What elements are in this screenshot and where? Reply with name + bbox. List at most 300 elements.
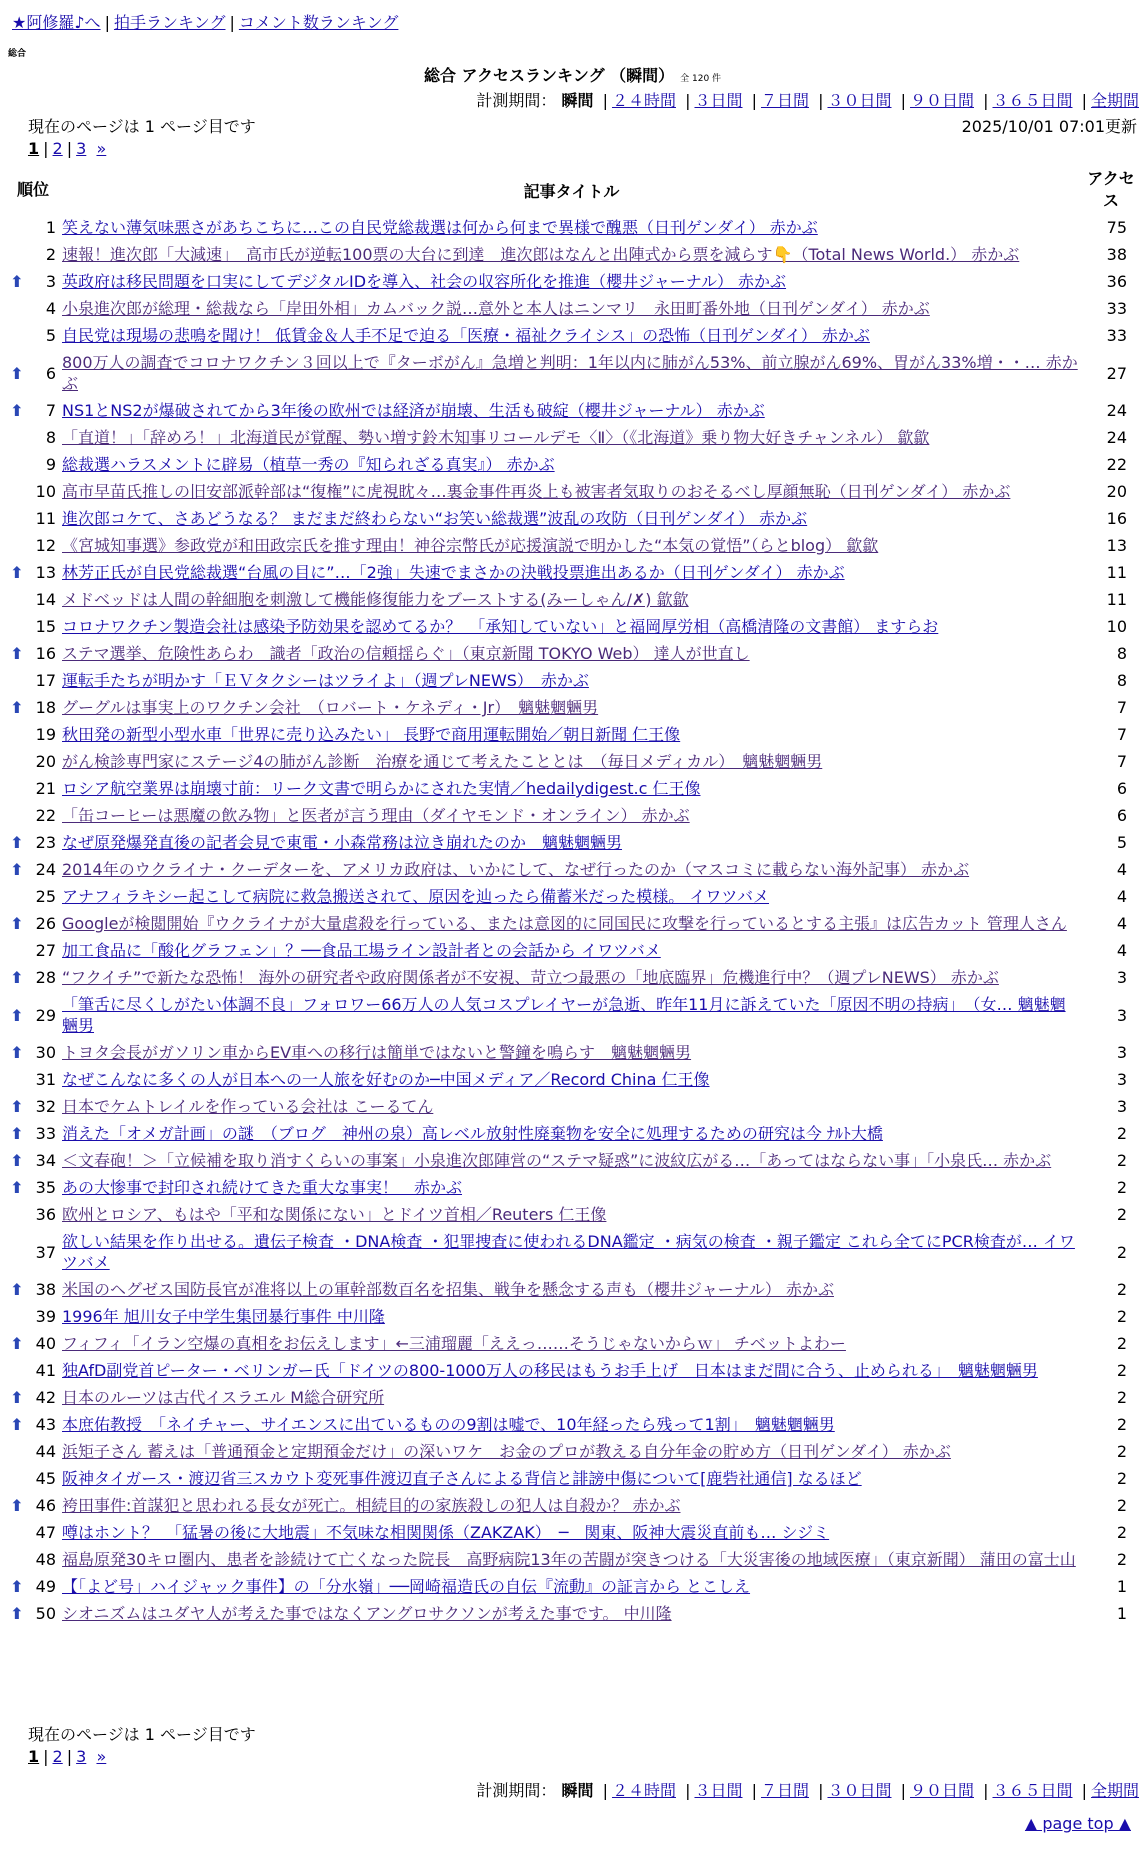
access-count: 2	[1116, 1550, 1127, 1569]
table-row	[6, 883, 1139, 910]
period-30d-link[interactable]: ３０日間	[827, 1781, 892, 1800]
access-count: 8	[1116, 671, 1127, 690]
article-title-link[interactable]: 笑えない薄気味悪さがあちこちに…この自民党総裁選は何から何まで異様で醜悪（日刊ゲンダイ） 赤かぶ	[62, 218, 818, 237]
article-title-link[interactable]: 米国のヘグゼス国防長官が准将以上の軍幹部数百名を招集、戦争を懸念する声も（櫻井ジャーナル） 赤かぶ	[62, 1280, 834, 1299]
access-count: 24	[1106, 401, 1127, 420]
title-cell	[60, 856, 1083, 883]
period-365d-link[interactable]: ３６５日間	[992, 91, 1073, 110]
table-row	[6, 322, 1139, 349]
article-title-link[interactable]: メドベッドは人間の幹細胞を刺激して機能修復能力をブーストする(みーしゃん/✗) 歙歙	[62, 590, 689, 609]
table-row	[6, 1546, 1139, 1573]
rank-number: 25	[35, 887, 56, 906]
pager-page-2[interactable]: 2	[52, 139, 63, 158]
table-row	[6, 1573, 1139, 1600]
article-title-link[interactable]: ＜文春砲！＞「立候補を取り消すくらいの事案」小泉進次郎陣営の“ステマ疑惑”に波紋広がる…「あってはならない事」「小泉氏… 赤かぶ	[62, 1151, 1052, 1170]
article-title-link[interactable]: 800万人の調査でコロナワクチン３回以上で『ターボがん』急増と判明：1年以内に肺がん53%、前立腺がん69%、胃がん33%増・・… 赤かぶ	[62, 353, 1078, 393]
access-count: 22	[1106, 455, 1127, 474]
period-3d-link[interactable]: ３日間	[694, 1781, 743, 1800]
table-row	[6, 1519, 1139, 1546]
article-title-link[interactable]: 「缶コーヒーは悪魔の飲み物」と医者が言う理由（ダイヤモンド・オンライン） 赤かぶ	[62, 806, 690, 825]
rank-number: 46	[35, 1496, 56, 1515]
top-navigation	[12, 10, 398, 33]
updated-timestamp: 2025/10/01 07:01更新	[961, 117, 1137, 136]
title-cell	[60, 1039, 1083, 1066]
rank-up-arrow-icon: ⬆	[10, 1280, 24, 1299]
pager-page-3[interactable]: 3	[76, 1747, 87, 1766]
rank-up-arrow-icon: ⬆	[10, 833, 24, 852]
rank-up-arrow-icon: ⬆	[10, 1005, 24, 1025]
access-count: 3	[1116, 1097, 1127, 1116]
title-cell	[60, 1093, 1083, 1120]
rank-number: 33	[35, 1124, 56, 1143]
table-row	[6, 1303, 1139, 1330]
period-30d-link[interactable]: ３０日間	[827, 91, 892, 110]
access-count: 6	[1116, 779, 1127, 798]
rank-up-arrow-icon: ⬆	[10, 1151, 24, 1170]
article-title-link[interactable]: あの大惨事で封印され続けてきた重大な事実！ 赤かぶ	[62, 1178, 463, 1197]
article-title-link[interactable]: 小泉進次郎が総理・総裁なら「岸田外相」カムバック説…意外と本人はニンマリ 永田町番外地（日刊ゲンダイ） 赤かぶ	[62, 299, 930, 318]
access-count: 2	[1116, 1178, 1127, 1197]
rank-number: 23	[35, 833, 56, 852]
title-cell	[60, 505, 1083, 532]
rank-up-arrow-icon: ⬆	[10, 1496, 24, 1515]
title-cell	[60, 775, 1083, 802]
article-title-link[interactable]: アナフィラキシー起こして病院に救急搬送されて、原因を辿ったら備蓄米だった模様。 イワツバメ	[62, 887, 770, 906]
rank-arrow-empty	[6, 451, 28, 478]
access-count: 75	[1106, 218, 1127, 237]
table-row	[6, 1357, 1139, 1384]
access-count: 33	[1106, 299, 1127, 318]
rank-number: 20	[35, 752, 56, 771]
rank-arrow-empty	[6, 478, 28, 505]
article-title-link[interactable]: 高市早苗氏推しの旧安部派幹部は“復権”に虎視眈々…裏金事件再炎上も被害者気取りのおそるべし厚顔無恥（日刊ゲンダイ） 赤かぶ	[62, 482, 1011, 501]
title-cell	[60, 424, 1083, 451]
title-cell	[60, 721, 1083, 748]
table-row	[6, 802, 1139, 829]
article-title-link[interactable]: 日本でケムトレイルを作っている会社は こーるてん	[62, 1097, 434, 1116]
page-info-bottom: 現在のページは 1 ページ目です	[28, 1725, 256, 1744]
table-row	[6, 586, 1139, 613]
page-title: 総合 アクセスランキング （瞬間）	[423, 66, 675, 85]
rank-number: 11	[35, 509, 56, 528]
article-title-link[interactable]: 浜矩子さん 蓄えは「普通預金と定期預金だけ」の深いワケ お金のプロが教える自分年金の貯め方（日刊ゲンダイ） 赤かぶ	[62, 1442, 951, 1461]
access-count: 13	[1106, 536, 1127, 555]
article-title-link[interactable]: 「筆舌に尽くしがたい体調不良」フォロワー66万人の人気コスプレイヤーが急逝、昨年11月に訴えていた「原因不明の持病」 （女… 魑魅魍魎男	[62, 995, 1066, 1035]
title-cell	[60, 1384, 1083, 1411]
article-title-link[interactable]: 自民党は現場の悲鳴を聞け！ 低賃金＆人手不足で迫る「医療・福祉クライシス」の恐怖（日刊ゲンダイ） 赤かぶ	[62, 326, 870, 345]
rank-arrow-empty	[6, 214, 28, 241]
access-count: 10	[1106, 617, 1127, 636]
table-row	[6, 1228, 1139, 1276]
title-cell	[60, 964, 1083, 991]
rank-number: 1	[45, 218, 56, 237]
pager-next[interactable]: »	[96, 139, 107, 158]
rank-up-arrow-icon: ⬆	[10, 698, 24, 717]
title-cell	[60, 640, 1083, 667]
article-title-link[interactable]: 運転手たちが明かす「ＥＶタクシーはツライよ」（週プレNEWS） 赤かぶ	[62, 671, 589, 690]
title-cell	[60, 829, 1083, 856]
title-cell	[60, 1276, 1083, 1303]
home-link[interactable]: ★阿修羅♪へ	[12, 13, 101, 32]
rank-arrow-empty	[6, 1519, 28, 1546]
access-count: 24	[1106, 428, 1127, 447]
table-row	[6, 1438, 1139, 1465]
title-cell	[60, 991, 1083, 1039]
rank-up-arrow-icon: ⬆	[10, 1415, 24, 1434]
rank-number: 2	[45, 245, 56, 264]
access-count: 1	[1116, 1604, 1127, 1623]
article-title-link[interactable]: 日本のルーツは古代イスラエル M総合研究所	[62, 1388, 385, 1407]
rank-number: 17	[35, 671, 56, 690]
period-365d-link[interactable]: ３６５日間	[992, 1781, 1073, 1800]
article-title-link[interactable]: 福島原発30キロ圏内、患者を診続けて亡くなった院長 高野病院13年の苦闘が突きつける「大災害後の地域医療」（東京新聞） 蒲田の富士山	[62, 1550, 1076, 1569]
table-row	[6, 667, 1139, 694]
page-top-link-wrap	[1025, 1814, 1131, 1833]
title-cell	[60, 937, 1083, 964]
article-title-link[interactable]: 速報！進次郎「大減速」 高市氏が逆転100票の大台に到達 進次郎はなんと出陣式から票を減らす👇（Total News World.） 赤かぶ	[62, 245, 1020, 264]
table-row	[6, 505, 1139, 532]
table-row	[6, 1093, 1139, 1120]
period-all-link[interactable]: 全期間	[1090, 1781, 1139, 1800]
rank-arrow-empty	[6, 1465, 28, 1492]
rank-up-arrow-icon: ⬆	[10, 968, 24, 987]
table-row	[6, 241, 1139, 268]
table-row	[6, 559, 1139, 586]
access-count: 1	[1116, 1577, 1127, 1596]
rank-arrow-empty	[6, 1066, 28, 1093]
article-title-link[interactable]: コロナワクチン製造会社は感染予防効果を認めてるか？ 「承知していない」と福岡厚労相（高橋清隆の文書館） ますらお	[62, 617, 939, 636]
rank-number: 16	[35, 644, 56, 663]
rank-number: 42	[35, 1388, 56, 1407]
title-cell	[60, 349, 1083, 397]
access-count: 7	[1116, 698, 1127, 717]
title-cell	[60, 1303, 1083, 1330]
title-cell	[60, 295, 1083, 322]
applause-ranking-link[interactable]: 拍手ランキング	[113, 13, 226, 32]
title-cell	[60, 1357, 1083, 1384]
article-title-link[interactable]: がん検診専門家にステージ4の肺がん診断 治療を通じて考えたこととは （毎日メディカル） 魑魅魍魎男	[62, 752, 823, 771]
article-title-link[interactable]: トヨタ会長がガソリン車からEV車への移行は簡単ではないと警鐘を鳴らす 魑魅魍魎男	[62, 1043, 692, 1062]
access-count: 2	[1116, 1442, 1127, 1461]
title-cell	[60, 586, 1083, 613]
article-title-link[interactable]: 阪神タイガース・渡辺省三スカウト変死事件渡辺直子さんによる背信と誹謗中傷について[鹿砦社通信] なるほど	[62, 1469, 862, 1488]
rank-up-arrow-icon: ⬆	[10, 1577, 24, 1596]
article-title-link[interactable]: 【「よど号」ハイジャック事件】の「分水嶺」──岡崎福造氏の自伝『流動』の証言から とこしえ	[62, 1577, 751, 1596]
access-count: 5	[1116, 833, 1127, 852]
title-cell	[60, 910, 1083, 937]
table-row	[6, 1120, 1139, 1147]
table-row	[6, 1147, 1139, 1174]
article-title-link[interactable]: グーグルは事実上のワクチン会社 （ロバート・ケネディ・Jr） 魑魅魍魎男	[62, 698, 599, 717]
article-title-link[interactable]: 総裁選ハラスメントに辟易（植草一秀の『知られざる真実』） 赤かぶ	[62, 455, 555, 474]
rank-number: 10	[35, 482, 56, 501]
title-cell	[60, 532, 1083, 559]
rank-up-arrow-icon: ⬆	[10, 914, 24, 933]
access-count: 16	[1106, 509, 1127, 528]
article-title-link[interactable]: 袴田事件:首謀犯と思われる長女が死亡。相続目的の家族殺しの犯人は自殺か？ 赤かぶ	[62, 1496, 681, 1515]
rank-number: 29	[35, 1005, 56, 1025]
article-title-link[interactable]: 《宮城知事選》参政党が和田政宗氏を推す理由！神谷宗幣氏が応援演説で明かした“本気の覚悟”（らとblog） 歙歙	[62, 536, 879, 555]
rank-number: 26	[35, 914, 56, 933]
table-row	[6, 1411, 1139, 1438]
table-row	[6, 910, 1139, 937]
rank-number: 49	[35, 1577, 56, 1596]
rank-number: 12	[35, 536, 56, 555]
access-count: 2	[1116, 1280, 1127, 1299]
rank-number: 50	[35, 1604, 56, 1623]
period-7d-link[interactable]: ７日間	[760, 1781, 809, 1800]
table-row	[6, 1066, 1139, 1093]
period-7d-link[interactable]: ７日間	[760, 91, 809, 110]
rank-arrow-empty	[6, 241, 28, 268]
rank-number: 31	[35, 1070, 56, 1089]
table-row	[6, 532, 1139, 559]
period-90d-link[interactable]: ９０日間	[909, 91, 974, 110]
rank-column-header: 順位	[16, 180, 49, 199]
article-title-link[interactable]: 欲しい結果を作り出せる。遺伝子検査 ・DNA検査 ・犯罪捜査に使われるDNA鑑定 ・病気の検査 ・親子鑑定 これら全てにPCR検査が… イワツバメ	[62, 1232, 1075, 1272]
comment-ranking-link[interactable]: コメント数ランキング	[238, 13, 399, 32]
access-count: 38	[1106, 245, 1127, 264]
access-count: 7	[1116, 752, 1127, 771]
rank-number: 35	[35, 1178, 56, 1197]
title-cell	[60, 1174, 1083, 1201]
table-header-row	[6, 166, 1139, 214]
access-column-header: アクセス	[1087, 169, 1135, 210]
article-title-link[interactable]: 1996年 旭川女子中学生集団暴行事件 中川隆	[62, 1307, 385, 1326]
table-row	[6, 1174, 1139, 1201]
title-cell	[60, 883, 1083, 910]
page-top-link[interactable]: ▲ page top ▲	[1024, 1814, 1131, 1833]
title-cell	[60, 1411, 1083, 1438]
rank-number: 30	[35, 1043, 56, 1062]
title-cell	[60, 451, 1083, 478]
rank-arrow-empty	[6, 1303, 28, 1330]
article-title-link[interactable]: 噂はホント？ 「猛暑の後に大地震」不気味な相関関係（ZAKZAK） ─ 関東、阪神大震災直前も… シジミ	[62, 1523, 830, 1542]
rank-number: 34	[35, 1151, 56, 1170]
article-title-link[interactable]: 「直道！」「辞めろ！」北海道民が覚醒、勢い増す鈴木知事リコールデモ〈Ⅱ〉（《北海道》乗り物大好きチャンネル） 歙歙	[62, 428, 930, 447]
rank-number: 4	[45, 299, 56, 318]
title-cell	[60, 1201, 1083, 1228]
rank-up-arrow-icon: ⬆	[10, 401, 24, 420]
rank-number: 41	[35, 1361, 56, 1380]
title-cell	[60, 1519, 1083, 1546]
category-tag: 総合	[8, 49, 27, 59]
rank-up-arrow-icon: ⬆	[10, 1334, 24, 1353]
title-cell	[60, 397, 1083, 424]
article-title-link[interactable]: 林芳正氏が自民党総裁選“台風の目に”…「2強」失速でまさかの決戦投票進出あるか（日刊ゲンダイ） 赤かぶ	[62, 563, 845, 582]
access-count: 2	[1116, 1415, 1127, 1434]
title-cell	[60, 1573, 1083, 1600]
rank-up-arrow-icon: ⬆	[10, 1388, 24, 1407]
rank-arrow-empty	[6, 613, 28, 640]
table-row	[6, 1201, 1139, 1228]
access-count: 4	[1116, 887, 1127, 906]
rank-number: 32	[35, 1097, 56, 1116]
article-title-link[interactable]: NS1とNS2が爆破されてから3年後の欧州では経済が崩壊、生活も破綻（櫻井ジャーナル） 赤かぶ	[62, 401, 765, 420]
title-cell	[60, 748, 1083, 775]
access-count: 7	[1116, 725, 1127, 744]
access-count: 2	[1116, 1388, 1127, 1407]
table-row	[6, 424, 1139, 451]
title-cell	[60, 241, 1083, 268]
rank-number: 43	[35, 1415, 56, 1434]
table-row	[6, 295, 1139, 322]
table-row	[6, 451, 1139, 478]
article-title-link[interactable]: 2014年のウクライナ・クーデターを、アメリカ政府は、いかにして、なぜ行ったのか（マスコミに載らない海外記事） 赤かぶ	[62, 860, 970, 879]
rank-number: 6	[45, 363, 56, 383]
table-row	[6, 640, 1139, 667]
pager-current[interactable]: 1	[28, 1747, 40, 1766]
table-row	[6, 1465, 1139, 1492]
period-selector-top: 計測期間： 瞬間 | ２４時間 | ３日間 | ７日間 | ３０日間 | ９０日間 | ３６５日間 | 全期間	[476, 91, 1139, 110]
table-row	[6, 694, 1139, 721]
article-title-link[interactable]: 消えた「オメガ計画」の謎 （ブログ 神州の泉）高レベル放射性廃棄物を安全に処理するための研究は今 ﾅﾙﾄ大橋	[62, 1124, 883, 1143]
page-info-top: 現在のページは 1 ページ目です	[28, 117, 256, 136]
title-cell	[60, 478, 1083, 505]
ranking-table	[6, 166, 1139, 1627]
article-title-link[interactable]: 秋田発の新型小型水車「世界に売り込みたい」 長野で商用運転開始／朝日新聞 仁王像	[62, 725, 681, 744]
period-label: 計測期間：	[476, 91, 557, 110]
rank-number: 9	[45, 455, 56, 474]
rank-number: 38	[35, 1280, 56, 1299]
access-count: 3	[1116, 968, 1127, 987]
rank-number: 36	[35, 1205, 56, 1224]
pager-bottom: 1 | 2 | 3 »	[28, 1747, 107, 1766]
nav-separator: |	[104, 13, 110, 32]
table-row	[6, 748, 1139, 775]
title-cell	[60, 559, 1083, 586]
article-title-link[interactable]: なぜ原発爆発直後の記者会見で東電・小森常務は泣き崩れたのか 魑魅魍魎男	[62, 833, 623, 852]
rank-up-arrow-icon: ⬆	[10, 363, 24, 383]
article-title-link[interactable]: 英政府は移民問題を口実にしてデジタルIDを導入、社会の収容所化を推進（櫻井ジャーナル） 赤かぶ	[62, 272, 787, 291]
rank-number: 5	[45, 326, 56, 345]
title-cell	[60, 613, 1083, 640]
access-count: 4	[1116, 941, 1127, 960]
article-title-link[interactable]: シオニズムはユダヤ人が考えた事ではなくアングロサクソンが考えた事です。 中川隆	[62, 1604, 672, 1623]
access-count: 2	[1116, 1307, 1127, 1326]
access-count: 20	[1106, 482, 1127, 501]
article-title-link[interactable]: 加工食品に「酸化グラフェン」？──食品工場ライン設計者との会話から イワツバメ	[62, 941, 661, 960]
access-count: 11	[1106, 563, 1127, 582]
rank-arrow-empty	[6, 802, 28, 829]
article-title-link[interactable]: 欧州とロシア、もはや「平和な関係にない」とドイツ首相／Reuters 仁王像	[62, 1205, 607, 1224]
pager-page-3[interactable]: 3	[76, 139, 87, 158]
rank-arrow-empty	[6, 505, 28, 532]
rank-up-arrow-icon: ⬆	[10, 1604, 24, 1623]
rank-number: 47	[35, 1523, 56, 1542]
article-title-link[interactable]: 独AfD副党首ピーター・ベリンガー氏「ドイツの800-1000万人の移民はもうお手上げ 日本はまだ間に合う、止められる」 魑魅魍魎男	[62, 1361, 1038, 1380]
table-row	[6, 1039, 1139, 1066]
rank-arrow-empty	[6, 424, 28, 451]
table-row	[6, 1384, 1139, 1411]
article-title-link[interactable]: Googleが検閲開始『ウクライナが大量虐殺を行っている、または意図的に同国民に攻撃を行っているとする主張』は広告カット 管理人さん	[62, 914, 1067, 933]
rank-arrow-empty	[6, 1438, 28, 1465]
table-row	[6, 397, 1139, 424]
table-row	[6, 991, 1139, 1039]
period-all-link[interactable]: 全期間	[1090, 91, 1139, 110]
pager-next[interactable]: »	[96, 1747, 107, 1766]
access-count: 2	[1116, 1242, 1127, 1262]
table-row	[6, 964, 1139, 991]
rank-number: 21	[35, 779, 56, 798]
rank-number: 44	[35, 1442, 56, 1461]
rank-up-arrow-icon: ⬆	[10, 563, 24, 582]
rank-arrow-empty	[6, 1201, 28, 1228]
table-row	[6, 214, 1139, 241]
article-title-link[interactable]: なぜこんなに多くの人が日本への一人旅を好むのか─中国メディア／Record China 仁王像	[62, 1070, 710, 1089]
article-title-link[interactable]: ロシア航空業界は崩壊寸前：リーク文書で明らかにされた実情／hedailydigest.c 仁王像	[62, 779, 701, 798]
title-cell	[60, 1465, 1083, 1492]
article-title-link[interactable]: フィフィ「イラン空爆の真相をお伝えします」←三浦瑠麗「ええっ……そうじゃないからｗ」 チベットよわー	[62, 1334, 846, 1353]
rank-number: 18	[35, 698, 56, 717]
table-row	[6, 775, 1139, 802]
rank-arrow-empty	[6, 667, 28, 694]
title-cell	[60, 268, 1083, 295]
title-cell	[60, 1438, 1083, 1465]
nav-separator: |	[229, 13, 235, 32]
table-row	[6, 349, 1139, 397]
rank-number: 39	[35, 1307, 56, 1326]
article-title-link[interactable]: “フクイチ”で新たな恐怖！ 海外の研究者や政府関係者が不安視、苛立つ最悪の「地底臨界」危機進行中？（週プレNEWS） 赤かぶ	[62, 968, 999, 987]
pager-page-2[interactable]: 2	[52, 1747, 63, 1766]
article-title-link[interactable]: 本庶佑教授 「ネイチャー、サイエンスに出ているものの9割は嘘で、10年経ったら残って1割」 魑魅魍魎男	[62, 1415, 835, 1434]
ranking-body	[6, 214, 1139, 1627]
rank-number: 28	[35, 968, 56, 987]
access-count: 4	[1116, 860, 1127, 879]
pager-current[interactable]: 1	[28, 139, 40, 158]
rank-number: 13	[35, 563, 56, 582]
rank-number: 37	[35, 1242, 56, 1262]
rank-number: 15	[35, 617, 56, 636]
access-count: 33	[1106, 326, 1127, 345]
rank-arrow-empty	[6, 532, 28, 559]
title-cell	[60, 1228, 1083, 1276]
rank-number: 48	[35, 1550, 56, 1569]
article-title-link[interactable]: ステマ選挙、危険性あらわ 識者「政治の信頼揺らぐ」（東京新聞 TOKYO Web） 達人が世直し	[62, 644, 750, 663]
table-row	[6, 721, 1139, 748]
table-row	[6, 829, 1139, 856]
period-24h-link[interactable]: ２４時間	[611, 91, 676, 110]
access-count: 11	[1106, 590, 1127, 609]
title-cell	[60, 1492, 1083, 1519]
access-count: 2	[1116, 1469, 1127, 1488]
table-row	[6, 478, 1139, 505]
access-count: 3	[1116, 1005, 1127, 1025]
rank-number: 27	[35, 941, 56, 960]
table-row	[6, 268, 1139, 295]
table-row	[6, 937, 1139, 964]
rank-up-arrow-icon: ⬆	[10, 1124, 24, 1143]
rank-arrow-empty	[6, 748, 28, 775]
title-cell	[60, 802, 1083, 829]
rank-arrow-empty	[6, 1546, 28, 1573]
rank-up-arrow-icon: ⬆	[10, 1178, 24, 1197]
period-3d-link[interactable]: ３日間	[694, 91, 743, 110]
pager-top: 1 | 2 | 3 »	[28, 139, 107, 158]
access-count: 3	[1116, 1070, 1127, 1089]
article-title-link[interactable]: 進次郎コケて、さあどうなる？ まだまだ終わらない“お笑い総裁選”波乱の攻防（日刊ゲンダイ） 赤かぶ	[62, 509, 808, 528]
period-24h-link[interactable]: ２４時間	[611, 1781, 676, 1800]
rank-number: 19	[35, 725, 56, 744]
table-row	[6, 856, 1139, 883]
title-cell	[60, 667, 1083, 694]
title-cell	[60, 322, 1083, 349]
rank-up-arrow-icon: ⬆	[10, 860, 24, 879]
title-cell	[60, 1066, 1083, 1093]
period-90d-link[interactable]: ９０日間	[909, 1781, 974, 1800]
title-cell	[60, 1147, 1083, 1174]
rank-up-arrow-icon: ⬆	[10, 272, 24, 291]
